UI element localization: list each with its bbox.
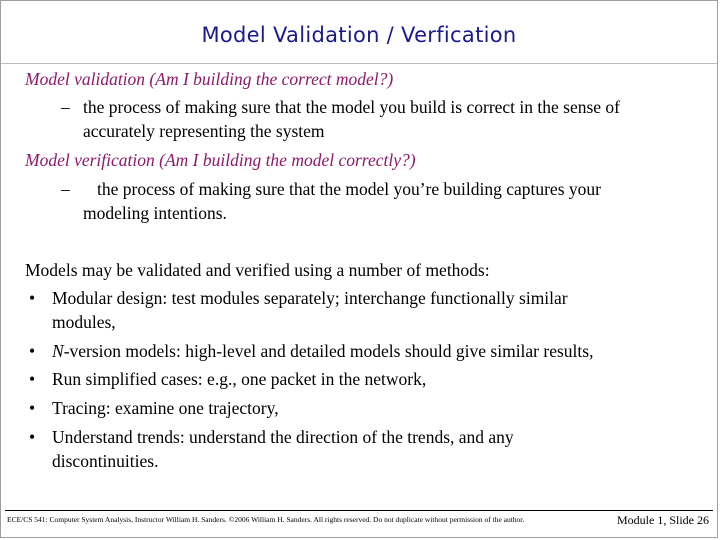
bullet-icon: • <box>29 369 36 389</box>
method-item-tracing: Tracing: examine one trajectory, <box>52 398 279 418</box>
method-item-nversion-emph: N <box>52 341 64 361</box>
slide-number: Module 1, Slide 26 <box>617 513 709 527</box>
title-divider <box>1 63 717 64</box>
method-item-trends-cont: discontinuities. <box>52 451 159 471</box>
bullet-icon: • <box>29 341 36 361</box>
slide-title: Model Validation / Verfication <box>201 23 517 47</box>
verification-text-line-2: modeling intentions. <box>83 203 227 223</box>
validation-text-line-2: accurately representing the system <box>83 121 325 141</box>
methods-intro: Models may be validated and verified using a number of methods: <box>25 260 490 280</box>
method-item-modular: Modular design: test modules separately; interchange functionally similar <box>52 288 568 308</box>
bullet-icon: • <box>29 398 36 418</box>
footer-copyright: ECE/CS 541: Computer System Analysis, Instructor William H. Sanders. ©2006 William H. Sanders. All rights reserved. Do not duplicate without permission of the author. <box>7 515 525 524</box>
verification-dash: – <box>61 179 70 199</box>
method-item-simplified: Run simplified cases: e.g., one packet in the network, <box>52 369 427 389</box>
verification-heading: Model verification (Am I building the model correctly?) <box>25 150 416 170</box>
footer-divider <box>5 510 713 511</box>
bullet-icon: • <box>29 288 36 308</box>
validation-heading: Model validation (Am I building the correct model?) <box>25 69 394 89</box>
method-item-nversion-text: -version models: high-level and detailed models should give similar results, <box>63 341 594 361</box>
verification-text-line-1: the process of making sure that the model you’re building captures your <box>97 179 601 199</box>
method-item-nversion <box>52 340 593 362</box>
method-item-trends: Understand trends: understand the direction of the trends, and any <box>52 427 514 447</box>
method-item-modular-cont: modules, <box>52 312 116 332</box>
validation-text-line-1: the process of making sure that the model you build is correct in the sense of <box>83 97 621 117</box>
validation-dash: – <box>61 97 70 117</box>
bullet-icon: • <box>29 427 36 447</box>
